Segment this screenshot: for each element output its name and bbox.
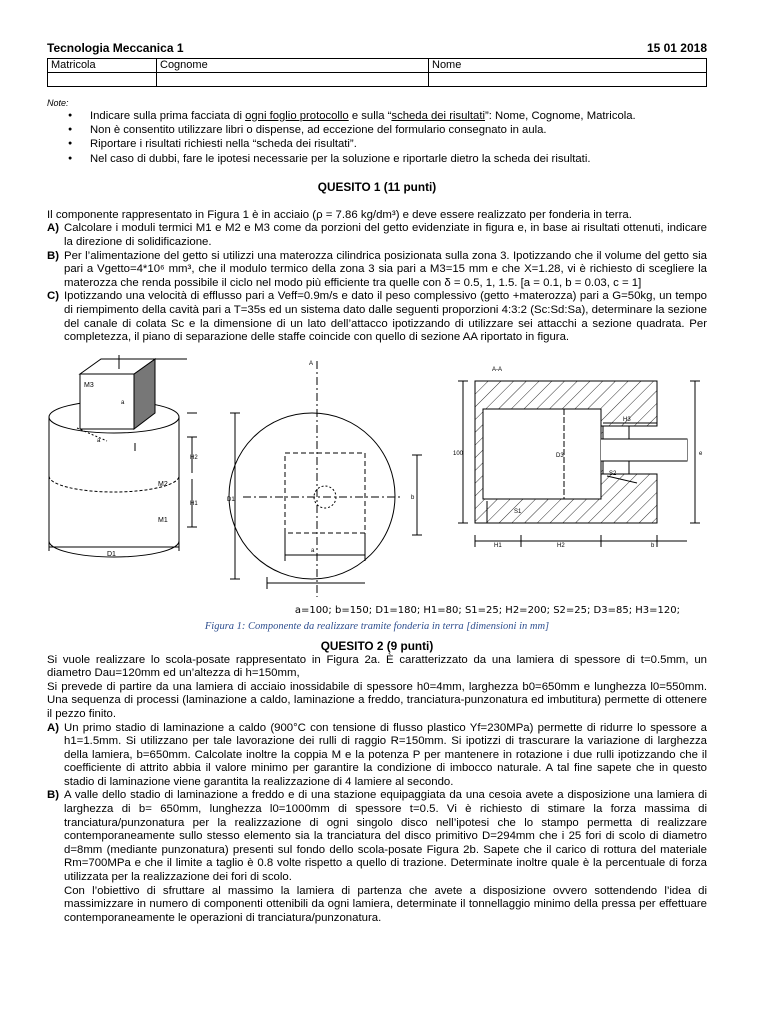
- item-label: A): [47, 222, 60, 235]
- note-text: e sulla “: [348, 109, 392, 122]
- cognome-field[interactable]: [157, 72, 429, 86]
- note-underlined: scheda dei risultati: [391, 109, 485, 122]
- q2-item-a: [47, 722, 707, 790]
- item-text: A valle dello stadio di laminazione a freddo e di una stazione equipaggiata da una cesoia avete a disposizione una lamiera di larghezza di b= 650mm, lunghezza l0=1000mm di spessore t=0.5. Vi è richiesto di stimare la forza massima di tranciatura/punzonatura per la realizzazione di ogni singolo disco nell’ipotesi che lo stampo permetta di realizzare contemporaneamente sullo stesso elemento sia la tranciatura del disco primitivo D=294mm che i 25 fori di scolo di diametro d=8mm (mediante punzonatura) presenti sul fondo dello scola-posate Figura 2b. Sapete che il carico di rottura del materiale Rm=700MPa e che il limite a taglio è 0.8 volte rispetto a quello di trazione. Determinate inoltre quale è la percentuale di forza utilizzata per la realizzazione dei fori di scolo.: [64, 789, 707, 884]
- note-text: ”: Nome, Cognome, Matricola.: [485, 109, 636, 122]
- figure-1-caption: Figura 1: Componente da realizzare tramite fonderia in terra [dimensioni in mm]: [204, 621, 550, 633]
- note-item: ● Riportare i risultati richiesti nella “scheda dei risultati”.: [90, 137, 707, 151]
- figure-1-drawing: [47, 351, 707, 604]
- fig-label: b: [651, 542, 655, 549]
- cylinder-3d-view: [49, 355, 197, 557]
- q2-title: QUESITO 2 (9 punti): [320, 638, 434, 653]
- student-id-table: [47, 58, 707, 87]
- q2-item-b-continued: [47, 885, 707, 926]
- item-label: A): [47, 721, 60, 734]
- fig-label: A: [309, 360, 314, 367]
- fig-label: a: [121, 399, 125, 406]
- matricola-header: Matricola: [48, 58, 157, 72]
- fig-label: D3: [556, 452, 564, 459]
- fig-label: e: [699, 450, 703, 457]
- figure-1-dimensions: a=100; b=150; D1=180; H1=80; S1=25; H2=200; S2=25; D3=85; H3=120;: [294, 604, 680, 616]
- item-label: [47, 885, 64, 926]
- q2-item-b: [47, 789, 707, 884]
- fig-label: H1: [190, 500, 198, 507]
- q1-item-c: [47, 290, 707, 344]
- item-label: B): [47, 249, 60, 262]
- top-view: [229, 361, 422, 597]
- fig-label: H2: [190, 454, 198, 461]
- exam-page: [47, 42, 707, 925]
- figure-1: [47, 351, 707, 604]
- fig-label: S1: [514, 508, 522, 515]
- note-item: ● Non è consentito utilizzare libri o dispense, ad eccezione del formulario consegnato in aula.: [90, 123, 707, 137]
- fig-label: b: [411, 494, 415, 501]
- item-label: B): [47, 789, 60, 802]
- cognome-header: Cognome: [157, 58, 429, 72]
- note-item: [90, 109, 707, 123]
- fig-label: M2: [158, 480, 168, 488]
- item-text: Un primo stadio di laminazione a caldo (900°C con tensione di flusso plastico Yf=230MPa) permette di ridurre lo spessore a h1=1.5mm. Si utilizzano per tale lavorazione dei rulli di raggio R=150mm. Si ipotizzi di trascurare la variazione di larghezza della lamiera, b=650mm. Calcolate inoltre la coppia M e la potenza P per mantenere in rotazione i due rulli ipotizzando che il coefficiente di attrito abbia il valore minimo per garantire la condizione di imbocco naturale. A tal fine sapete che in questo stadio di laminazione viene garantita la realizzazione di 4 lamiere al secondo.: [64, 721, 707, 788]
- header: [47, 42, 707, 56]
- notes-list: [47, 109, 707, 167]
- note-text: Indicare sulla prima facciata di: [90, 109, 246, 122]
- exam-date: 15 01 2018: [646, 41, 707, 55]
- notes-label: Note:: [47, 97, 69, 108]
- q1-intro: Il componente rappresentato in Figura 1 è in acciaio (ρ = 7.86 kg/dm³) e deve essere realizzato per fonderia in terra.: [47, 208, 632, 221]
- fig-label: H1: [494, 542, 502, 549]
- q1-title: QUESITO 1 (11 punti): [317, 180, 437, 195]
- matricola-field[interactable]: [48, 72, 157, 86]
- note-item: ● Nel caso di dubbi, fare le ipotesi necessarie per la soluzione e riportarle dietro la scheda dei risultati.: [90, 152, 707, 166]
- fig-label: D1: [227, 496, 235, 503]
- fig-label: M1: [158, 516, 168, 524]
- fig-label: D1: [107, 550, 116, 558]
- section-aa-view: [458, 381, 700, 547]
- fig-label: H3: [623, 416, 631, 423]
- fig-label: S2: [609, 470, 617, 477]
- fig-label: a: [97, 437, 101, 444]
- fig-label: 100: [453, 450, 464, 457]
- q2-paragraph: Si prevede di partire da una lamiera di acciaio inossidabile di spessore h0=4mm, larghezza b0=650mm e lunghezza l0=550mm. Una sequenza di processi (laminazione a caldo, laminazione a freddo, tranciatura-punzonatura ed imbutitura) permette di ottenere il pezzo finito.: [47, 680, 707, 720]
- note-underlined: ogni foglio protocollo: [245, 109, 349, 122]
- item-label: C): [47, 290, 60, 303]
- course-title: Tecnologia Meccanica 1: [47, 41, 184, 55]
- nome-field[interactable]: [429, 72, 707, 86]
- item-text: Per l’alimentazione del getto si utilizzi una materozza cilindrica posizionata sulla zona 3. Ipotizzando che il volume del getto sia pari a Vgetto=4*10⁶ mm³, che il modulo termico della zona 3 sia pari a M3=15 mm e che X=1.28, vi è richiesto di scegliere la materozza che renda possibile il ciclo nel modo più efficiente tra quelle con δ = 0.5, 1, 1.5. [a = 0.1, b = 0.03, c = 1]: [64, 249, 707, 289]
- q2-paragraph: Si vuole realizzare lo scola-posate rappresentato in Figura 2a. È caratterizzato da una lamiera di spessore di t=0.5mm, un diametro Dau=120mm ed un’altezza di h=150mm,: [47, 653, 707, 680]
- fig-label: a: [311, 547, 315, 554]
- item-text: Calcolare i moduli termici M1 e M2 e M3 come da porzioni del getto evidenziate in figura e, in base ai risultati ottenuti, indicare la direzione di solidificazione.: [64, 222, 707, 248]
- nome-header: Nome: [429, 58, 707, 72]
- item-text: Con l’obiettivo di sfruttare al massimo la lamiera di partenza che avete a disposizione ovvero sottendendo l’idea di massimizzare in numero di componenti ottenibili da ogni lamiera, determinate il tonnellaggio minimo della pressa per effettuare contemporaneamente le operazioni di tranciatura/punzonatura.: [64, 884, 707, 924]
- fig-label: M3: [84, 381, 94, 389]
- fig-label: A-A: [492, 366, 503, 373]
- item-text: Ipotizzando una velocità di efflusso pari a Veff=0.9m/s e dato il peso complessivo (getto +materozza) pari a G=50kg, un tempo di riempimento della cavità pari a T=35s ed un sistema dato dalle seguenti proporzioni 4:3:2 (Sc:Sd:Sa), determinare la sezione del canale di colata Sc e la dimensione di un lato dell’attacco ipotizzando di utilizzare sei attacchi a sezione quadrata. Per completezza, il piano di separazione delle staffe coincide con quello di sezione AA riportato in figura.: [64, 290, 707, 344]
- q1-item-b: [47, 250, 707, 291]
- q1-item-a: [47, 222, 707, 249]
- fig-label: H2: [557, 542, 565, 549]
